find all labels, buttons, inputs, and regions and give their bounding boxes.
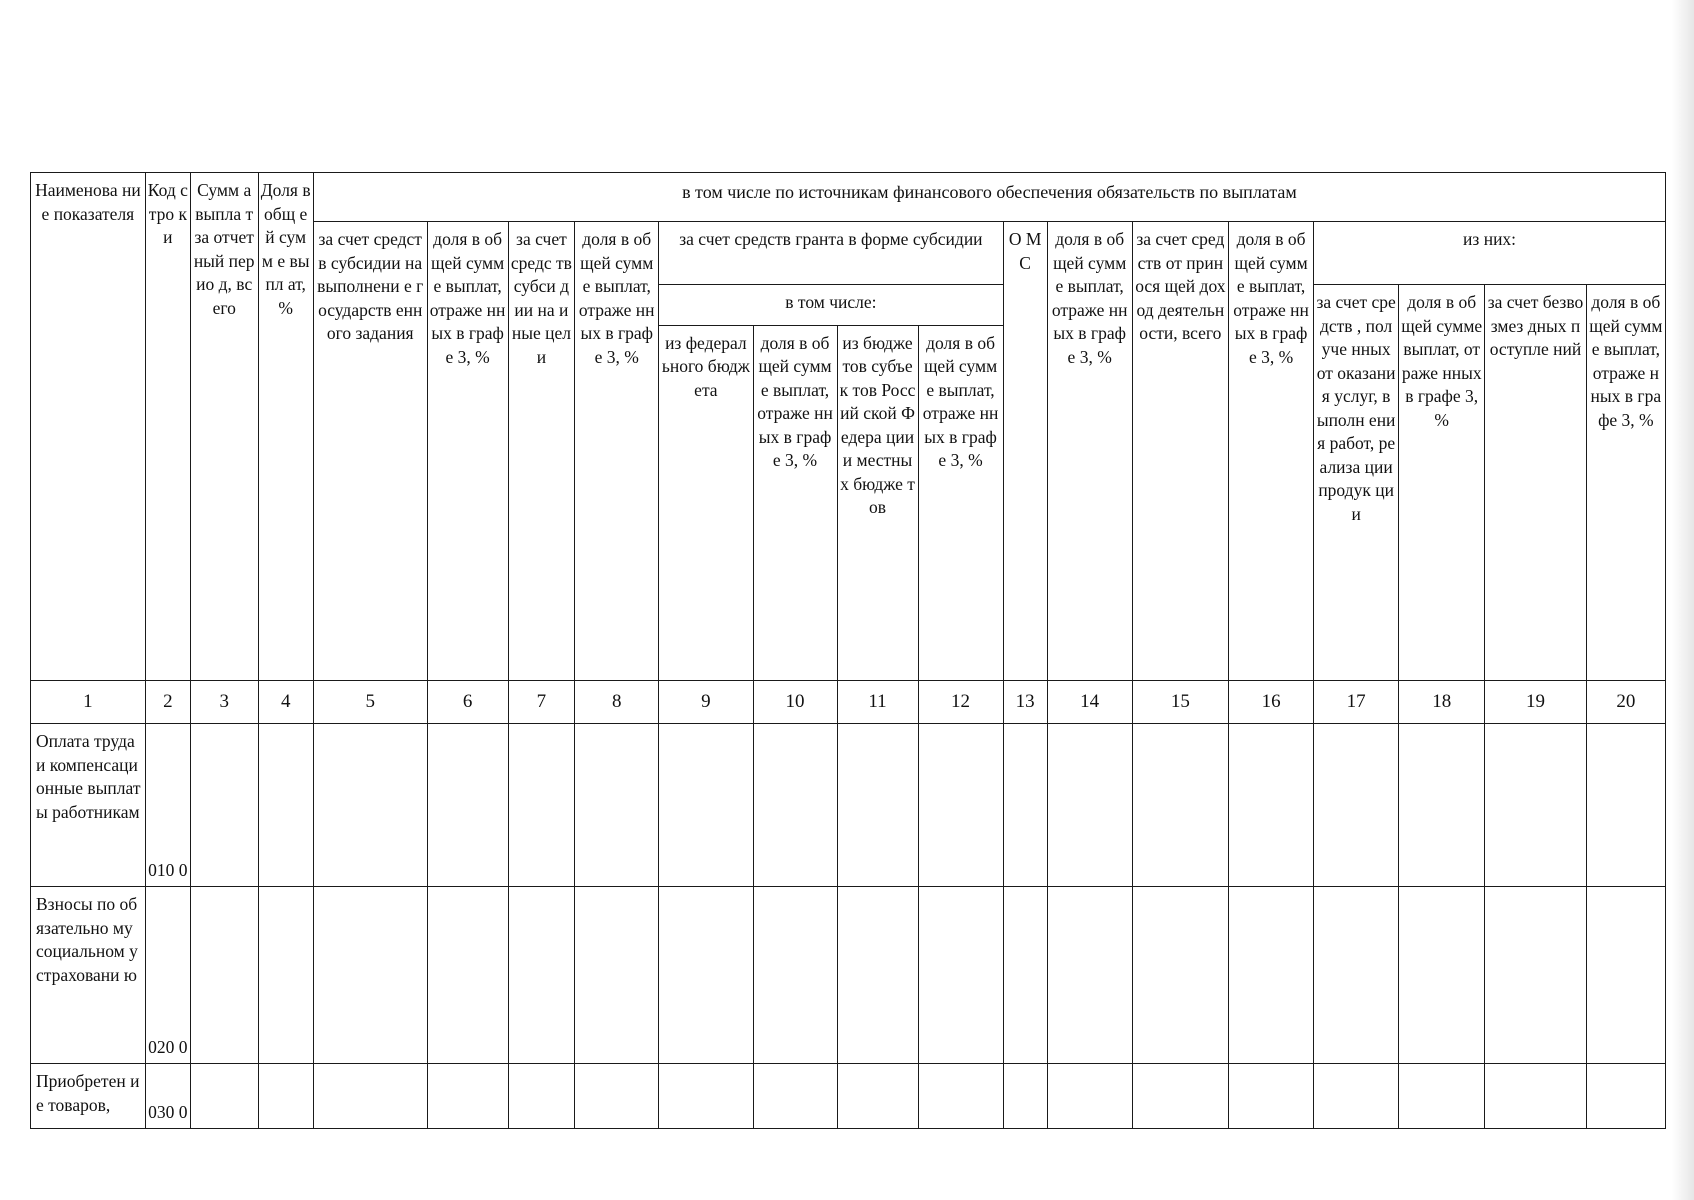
empty-cell [1047, 1064, 1132, 1129]
empty-cell [508, 1064, 575, 1129]
column-number: 5 [313, 681, 427, 724]
column-numbers-row [31, 681, 1666, 724]
empty-cell [1485, 1064, 1586, 1129]
column-number: 11 [837, 681, 918, 724]
empty-cell [1586, 724, 1665, 887]
header-c7: за счет средс тв субси дии на иные цели [508, 222, 575, 681]
empty-cell [1586, 1064, 1665, 1129]
empty-cell [575, 1064, 659, 1129]
header-name: Наименова ние показателя [31, 173, 146, 681]
column-number: 4 [258, 681, 313, 724]
empty-cell [313, 724, 427, 887]
column-number: 1 [31, 681, 146, 724]
column-number: 14 [1047, 681, 1132, 724]
empty-cell [837, 887, 918, 1064]
empty-cell [190, 887, 258, 1064]
column-number: 9 [659, 681, 753, 724]
empty-cell [508, 724, 575, 887]
empty-cell [918, 724, 1003, 887]
empty-cell [190, 724, 258, 887]
empty-cell [753, 1064, 837, 1129]
empty-cell [1399, 724, 1485, 887]
header-sum: Сумм а выпла т за отчет ный перио д, всего [190, 173, 258, 681]
empty-cell [1047, 724, 1132, 887]
empty-cell [258, 1064, 313, 1129]
empty-cell [1047, 887, 1132, 1064]
header-grant-title: за счет средств гранта в форме субсидии [659, 222, 1003, 285]
header-c14: доля в общей сумме выплат, отраже нных в графе 3, % [1047, 222, 1132, 681]
empty-cell [313, 1064, 427, 1129]
empty-cell [1229, 724, 1314, 887]
empty-cell [1229, 887, 1314, 1064]
empty-cell [1314, 1064, 1399, 1129]
empty-cell [1314, 887, 1399, 1064]
empty-cell [258, 724, 313, 887]
column-number: 20 [1586, 681, 1665, 724]
header-c6: доля в общей сумме выплат, отраже нных в графе 3, % [427, 222, 508, 681]
empty-cell [918, 887, 1003, 1064]
header-c12: доля в общей сумме выплат, отраже нных в графе 3, % [918, 325, 1003, 680]
column-number: 8 [575, 681, 659, 724]
row-name: Приобретен ие товаров, [31, 1064, 146, 1129]
header-incl: в том числе: [659, 285, 1003, 326]
column-number: 12 [918, 681, 1003, 724]
empty-cell [1132, 724, 1228, 887]
empty-cell [1003, 724, 1047, 887]
row-name: Взносы по обязательно му социальном у страховани ю [31, 887, 146, 1064]
empty-cell [753, 724, 837, 887]
empty-cell [1132, 887, 1228, 1064]
empty-cell [1485, 724, 1586, 887]
empty-cell [190, 1064, 258, 1129]
scan-edge-shadow [1672, 0, 1694, 1200]
empty-cell [918, 1064, 1003, 1129]
column-number: 2 [145, 681, 190, 724]
header-c20: доля в общей сумме выплат, отраже нных в графе 3, % [1586, 285, 1665, 681]
column-number: 6 [427, 681, 508, 724]
header-code: Код стро ки [145, 173, 190, 681]
header-c8: доля в общей сумме выплат, отраже нных в графе 3, % [575, 222, 659, 681]
row-name: Оплата труда и компенсаци онные выплаты работникам [31, 724, 146, 887]
empty-cell [1003, 887, 1047, 1064]
column-number: 18 [1399, 681, 1485, 724]
column-number: 17 [1314, 681, 1399, 724]
empty-cell [575, 724, 659, 887]
header-c9: из федерал ьного бюджета [659, 325, 753, 680]
header-c15: за счет средств от принося щей доход деятельн ости, всего [1132, 222, 1228, 681]
empty-cell [837, 724, 918, 887]
empty-cell [508, 887, 575, 1064]
header-c11: из бюдже тов субъек тов Россий ской Федера ции и местны х бюдже тов [837, 325, 918, 680]
header-c5: за счет средств субсидии на выполнени е государств енного задания [313, 222, 427, 681]
header-c10: доля в общей сумме выплат, отраже нных в графе 3, % [753, 325, 837, 680]
empty-cell [575, 887, 659, 1064]
header-c17: за счет средств , получе нных от оказани я услуг, выполн ения работ, реализа ции продук ции [1314, 285, 1399, 681]
empty-cell [659, 887, 753, 1064]
empty-cell [659, 1064, 753, 1129]
header-iz-nih: из них: [1314, 222, 1666, 285]
empty-cell [427, 724, 508, 887]
table-row [31, 887, 1666, 1064]
empty-cell [427, 1064, 508, 1129]
payments-table [30, 172, 1666, 1129]
column-number: 19 [1485, 681, 1586, 724]
header-c18: доля в общей сумме выплат, отраже нных в графе 3, % [1399, 285, 1485, 681]
row-code: 020 0 [145, 887, 190, 1064]
column-number: 13 [1003, 681, 1047, 724]
empty-cell [1586, 887, 1665, 1064]
header-sources-title: в том числе по источникам финансового обеспечения обязательств по выплатам [313, 173, 1665, 222]
empty-cell [1314, 724, 1399, 887]
column-number: 7 [508, 681, 575, 724]
empty-cell [1399, 1064, 1485, 1129]
header-c16: доля в общей сумме выплат, отраже нных в графе 3, % [1229, 222, 1314, 681]
empty-cell [1229, 1064, 1314, 1129]
empty-cell [313, 887, 427, 1064]
table-row [31, 724, 1666, 887]
column-number: 3 [190, 681, 258, 724]
header-share: Доля в общ ей сумм е выпл ат, % [258, 173, 313, 681]
header-c13: О М С [1003, 222, 1047, 681]
empty-cell [1399, 887, 1485, 1064]
row-code: 010 0 [145, 724, 190, 887]
empty-cell [659, 724, 753, 887]
column-number: 16 [1229, 681, 1314, 724]
empty-cell [1003, 1064, 1047, 1129]
empty-cell [837, 1064, 918, 1129]
table-row [31, 1064, 1666, 1129]
column-number: 15 [1132, 681, 1228, 724]
column-number: 10 [753, 681, 837, 724]
empty-cell [1132, 1064, 1228, 1129]
row-code: 030 0 [145, 1064, 190, 1129]
empty-cell [427, 887, 508, 1064]
empty-cell [1485, 887, 1586, 1064]
header-c19: за счет безвозмез дных поступле ний [1485, 285, 1586, 681]
header-row-1 [31, 173, 1666, 222]
empty-cell [753, 887, 837, 1064]
empty-cell [258, 887, 313, 1064]
